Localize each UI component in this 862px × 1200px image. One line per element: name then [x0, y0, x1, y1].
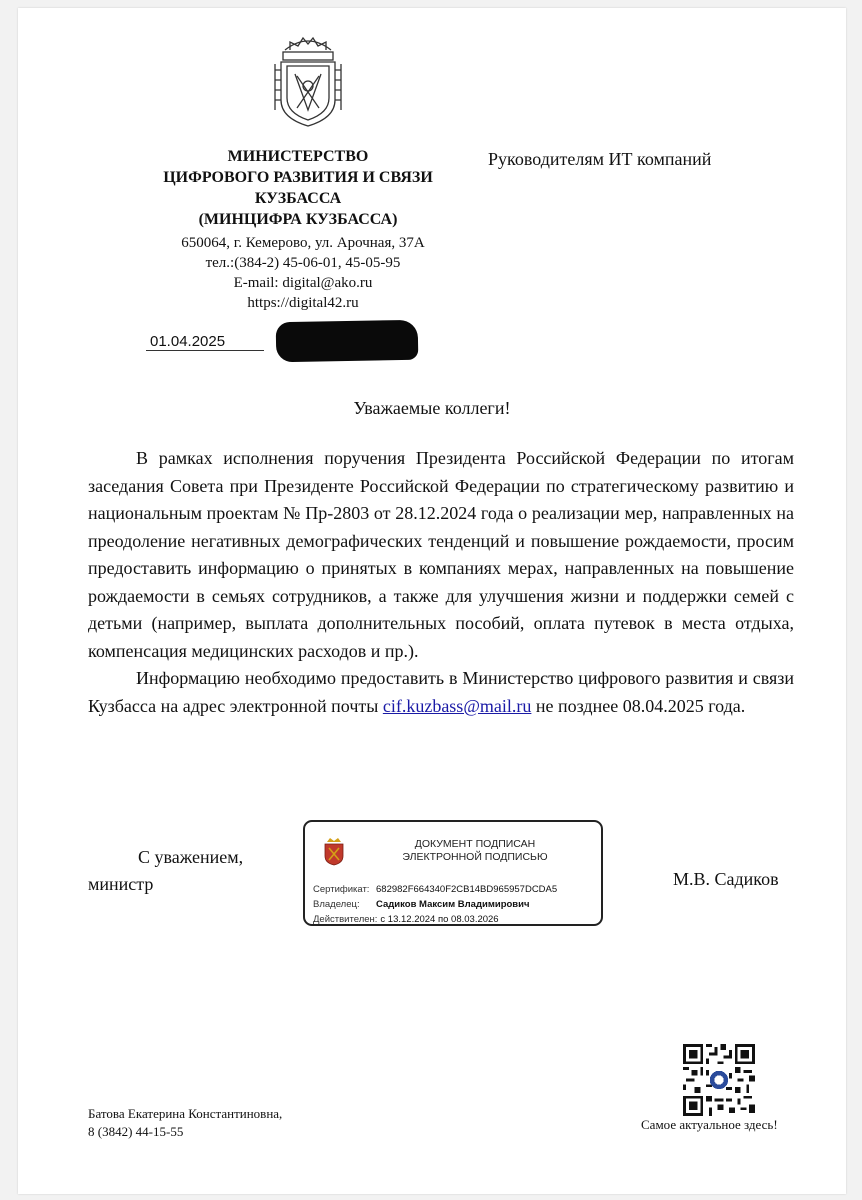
- paragraph-2-deadline: не позднее 08.04.2025 года.: [531, 695, 746, 716]
- owner-row: [313, 899, 530, 910]
- validity-value: с 13.12.2024 по 08.03.2026: [380, 914, 499, 925]
- regards-line: С уважением,: [138, 847, 244, 867]
- validity-row: [313, 914, 499, 925]
- ministry-line: КУЗБАССА: [254, 190, 342, 207]
- letter-body: [88, 445, 794, 720]
- validity-label: Действителен:: [313, 914, 378, 925]
- stamp-title: [355, 838, 595, 864]
- owner-label: Владелец:: [313, 899, 360, 910]
- certificate-label: Сертификат:: [313, 884, 370, 895]
- executor-contact: [88, 1105, 282, 1141]
- owner-value: Садиков Максим Владимирович: [376, 899, 530, 910]
- certificate-row: [313, 884, 557, 895]
- ministry-address-block: [138, 233, 468, 313]
- coat-of-arms-emblem: [273, 30, 343, 130]
- electronic-signature-stamp: [303, 820, 603, 926]
- letter-date: 01.04.2025: [150, 333, 226, 350]
- date-underline: [146, 350, 264, 351]
- paragraph-1: В рамках исполнения поручения Президента Российской Федерации по итогам заседания Совета при Президенте Российской Федерации по стратегическому развитию и национальным проектам № Пр-2803 от 28.12.2024 года о реализации мер, направленных на преодоление негативных демографических тенденций и повышение рождаемости, просим предоставить информацию о принятых в компаниях мерах, направленных на повышение рождаемости в семьях сотрудников, а также для улучшения жизни и поддержки семей с детьми (например, выплата дополнительных пособий, оплата путевок в места отдыха, компенсация медицинских расходов и пр.).: [88, 448, 794, 661]
- executor-phone: 8 (3842) 44-15-55: [88, 1124, 184, 1139]
- email-line: E-mail: digital@ako.ru: [233, 275, 373, 291]
- address-line: 650064, г. Кемерово, ул. Арочная, 37А: [181, 235, 425, 251]
- website-line: https://digital42.ru: [247, 295, 359, 311]
- redacted-number: [276, 320, 419, 362]
- signer-name: М.В. Садиков: [673, 869, 779, 889]
- contact-email-link[interactable]: cif.kuzbass@mail.ru: [382, 695, 532, 716]
- ministry-line: МИНИСТЕРСТВО: [227, 148, 369, 165]
- qr-code[interactable]: [683, 1044, 755, 1116]
- certificate-value: 682982F664340F2CB14BD965957DCDA5: [376, 884, 558, 895]
- paragraph-2-text: Информацию необходимо предоставить в Министерство цифрового развития и связи Кузбасса на адрес электронной почты: [88, 668, 794, 716]
- recipient: Руководителям ИТ компаний: [488, 149, 712, 169]
- closing: [88, 844, 243, 898]
- ministry-line: (МИНЦИФРА КУЗБАССА): [198, 211, 398, 228]
- ministry-line: ЦИФРОВОГО РАЗВИТИЯ И СВЯЗИ: [163, 169, 433, 186]
- region-crest-icon: [323, 836, 345, 866]
- greeting: Уважаемые коллеги!: [353, 398, 511, 418]
- paragraph-2: [88, 665, 794, 720]
- letter-page: [18, 8, 846, 1194]
- stamp-title-line: ДОКУМЕНТ ПОДПИСАН: [414, 838, 536, 850]
- phone-line: тел.:(384-2) 45-06-01, 45-05-95: [205, 255, 401, 271]
- ministry-name: [138, 146, 458, 230]
- qr-caption: Самое актуальное здесь!: [641, 1117, 778, 1132]
- stamp-title-line: ЭЛЕКТРОННОЙ ПОДПИСЬЮ: [402, 851, 548, 863]
- signer-title: министр: [88, 874, 154, 894]
- executor-name: Батова Екатерина Константиновна,: [88, 1106, 283, 1121]
